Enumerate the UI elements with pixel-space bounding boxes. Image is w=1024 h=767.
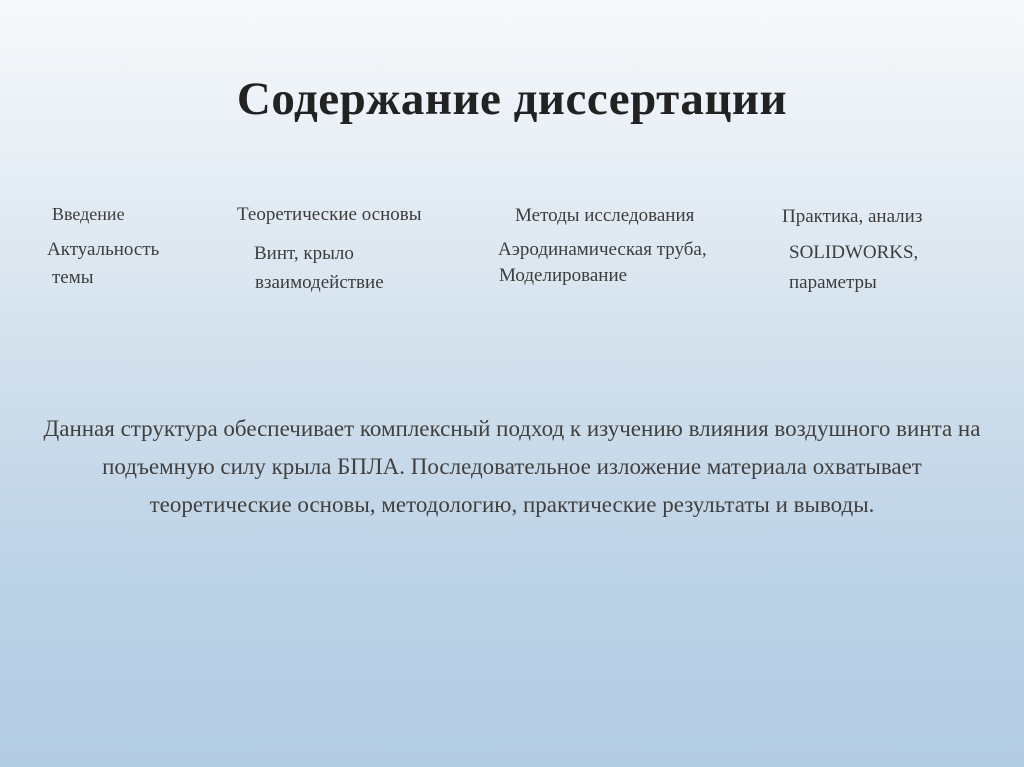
section-practice xyxy=(782,206,923,293)
section-line: SOLIDWORKS, xyxy=(789,242,919,263)
section-line: параметры xyxy=(789,272,877,293)
section-heading: Введение xyxy=(52,204,125,224)
section-heading: Теоретические основы xyxy=(237,204,422,225)
section-line: Актуальность xyxy=(47,239,160,260)
section-line: Аэродинамическая труба, xyxy=(498,239,707,260)
section-methods xyxy=(498,205,724,286)
section-line: темы xyxy=(52,267,94,288)
section-theory xyxy=(237,204,422,293)
section-heading: Практика, анализ xyxy=(782,206,923,227)
section-line: взаимодействие xyxy=(255,272,384,293)
section-heading: Методы исследования xyxy=(515,205,695,226)
summary-paragraph: Данная структура обеспечивает комплексный подход к изучению влияния воздушного винта на подъемную силу крыла БПЛА. Последовательное изложение материала охватывает теоретические основы, методологию, практические результаты и выводы. xyxy=(43,416,981,517)
section-line: Моделирование xyxy=(499,265,628,286)
section-line: Винт, крыло xyxy=(254,243,354,264)
slide-title: Содержание диссертации xyxy=(236,73,788,125)
section-introduction xyxy=(47,204,164,288)
